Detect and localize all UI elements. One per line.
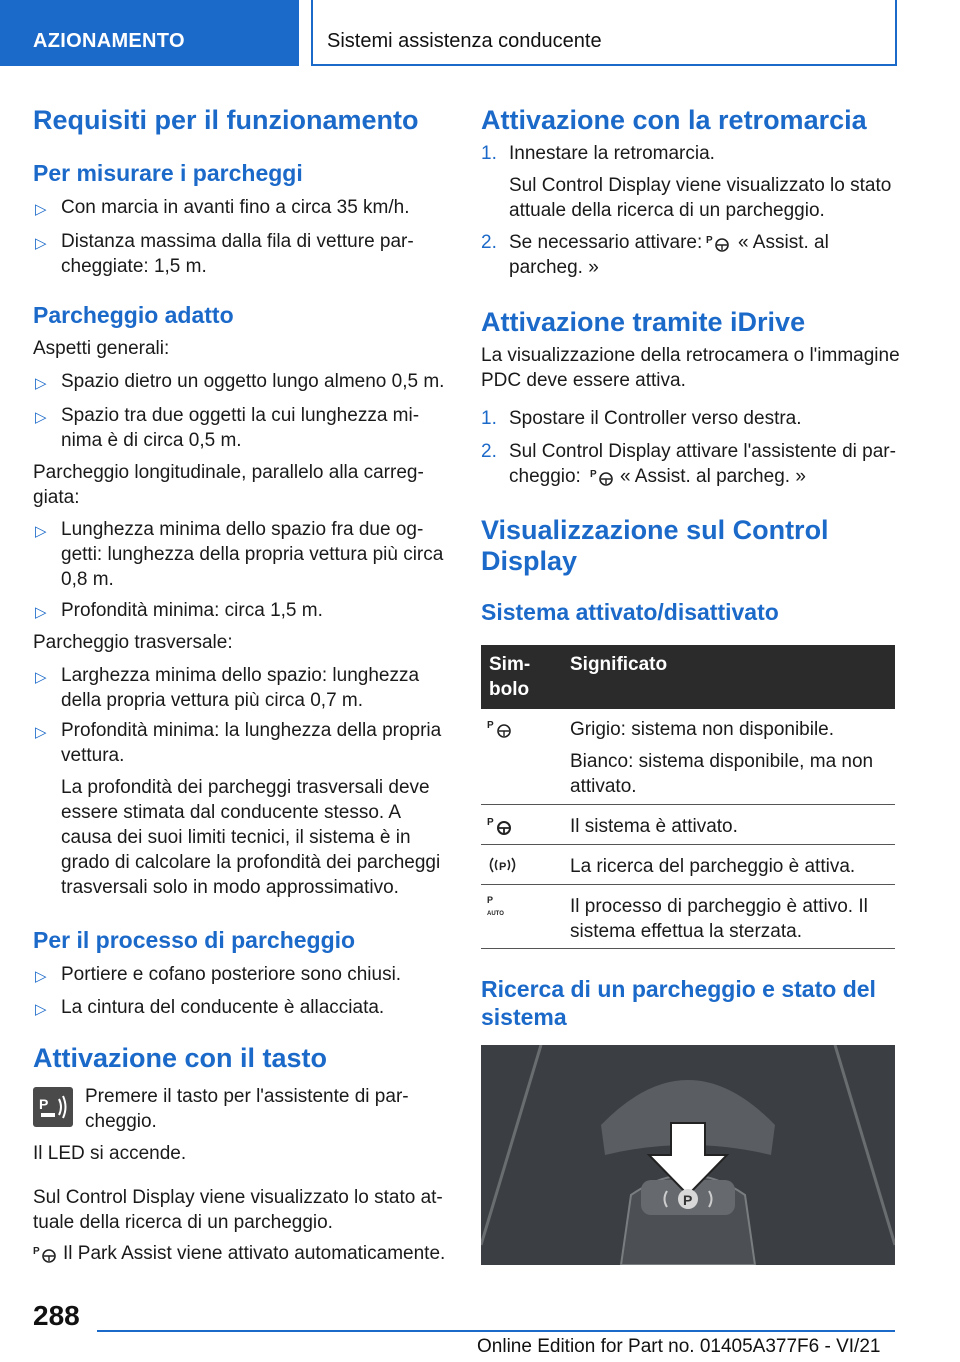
heading-tasto: Attivazione con il tasto	[33, 1043, 328, 1073]
svg-text:P: P	[487, 895, 494, 905]
table-divider	[481, 844, 895, 845]
chapter-header	[311, 0, 897, 66]
list-item: Spazio tra due oggetti la cui lunghezza mi-	[61, 405, 420, 426]
list-item-cont: della propria vettura più circa 0,7 m.	[61, 690, 364, 711]
svg-text:P: P	[499, 861, 507, 873]
svg-text:P: P	[706, 235, 713, 246]
bullet-icon: ▷	[35, 375, 47, 392]
list-item: La cintura del conducente è allacciata.	[61, 997, 385, 1018]
text-longitudinale-cont: giata:	[33, 487, 80, 508]
list-item: Larghezza minima dello spazio: lunghezza	[61, 665, 420, 686]
svg-text:P: P	[487, 720, 494, 731]
note-line: grado di calcolare la profondità dei parcheggi	[61, 852, 441, 873]
park-assist-icon	[487, 718, 513, 745]
note-line: causa dei suoi limiti tecnici, il sistema è in	[61, 827, 411, 848]
list-item: Con marcia in avanti fino a circa 35 km/h.	[61, 197, 410, 218]
step-text: Sul Control Display attivare l'assistente di par-	[509, 441, 896, 462]
bullet-icon: ▷	[35, 235, 47, 252]
heading-requisiti: Requisiti per il funzionamento	[33, 105, 419, 135]
bullet-icon: ▷	[35, 523, 47, 540]
bullet-icon: ▷	[35, 669, 47, 686]
heading-misurare: Per misurare i parcheggi	[33, 160, 303, 186]
bullet-icon: ▷	[35, 968, 47, 985]
page-number: 288	[33, 1300, 80, 1331]
section-tab	[0, 0, 299, 66]
step-text-menu: « Assist. al	[738, 232, 829, 253]
step-number: 1.	[481, 408, 497, 429]
table-header-col1: Sim-	[489, 654, 531, 675]
heading-visualizzazione-cont: Display	[481, 546, 578, 576]
text-longitudinale: Parcheggio longitudinale, parallelo alla carreg-	[33, 462, 424, 483]
step-text-cont: cheggio:	[509, 466, 581, 487]
edition-text: Online Edition for Part no. 01405A377F6 - VI/21	[477, 1336, 881, 1357]
heading-visualizzazione: Visualizzazione sul Control	[481, 515, 829, 545]
note-line: essere stimata dal conducente stesso. A	[61, 802, 402, 823]
table-cell: Bianco: sistema disponibile, ma non	[570, 751, 874, 772]
park-assist-icon	[590, 467, 614, 492]
list-item-cont: 0,8 m.	[61, 569, 114, 590]
heading-sistema: Sistema attivato/disattivato	[481, 599, 779, 625]
list-item: Spazio dietro un oggetto lungo almeno 0,5 m.	[61, 371, 445, 392]
list-item: Profondità minima: la lunghezza della propria	[61, 720, 442, 741]
step-number: 1.	[481, 143, 497, 164]
tasto-text-cont: cheggio.	[85, 1111, 157, 1132]
list-item: Portiere e cofano posteriore sono chiusi.	[61, 964, 402, 985]
note-line: La profondità dei parcheggi trasversali deve	[61, 777, 430, 798]
bullet-icon: ▷	[35, 409, 47, 426]
table-divider	[481, 948, 895, 949]
parking-search-icon	[487, 854, 517, 881]
table-cell: attivato.	[570, 776, 637, 797]
parking-search-illustration	[481, 1045, 895, 1265]
list-item-cont: nima è di circa 0,5 m.	[61, 430, 242, 451]
chapter-title: Sistemi assistenza conducente	[327, 30, 602, 52]
park-auto-icon	[487, 894, 513, 923]
table-header-col1-cont: bolo	[489, 679, 530, 700]
idrive-text: La visualizzazione della retrocamera o l'immagine	[481, 345, 900, 366]
svg-text:P: P	[487, 817, 494, 828]
table-cell: Il sistema è attivato.	[570, 816, 738, 837]
step-sub: attuale della ricerca di un parcheggio.	[509, 200, 825, 221]
section-title: AZIONAMENTO	[33, 30, 185, 52]
heading-ricerca-cont: sistema	[481, 1004, 567, 1030]
text-aspetti: Aspetti generali:	[33, 338, 170, 359]
svg-text:P: P	[33, 1246, 40, 1257]
list-item-cont: getti: lunghezza della propria vettura più circa	[61, 544, 444, 565]
table-header-col2: Significato	[570, 654, 668, 675]
footer-divider	[97, 1330, 895, 1332]
bullet-icon: ▷	[35, 604, 47, 621]
tasto-text: Premere il tasto per l'assistente di par-	[85, 1086, 409, 1107]
step-sub: Sul Control Display viene visualizzato lo stato	[509, 175, 892, 196]
list-item-cont: vettura.	[61, 745, 125, 766]
table-cell: Il processo di parcheggio è attivo. Il	[570, 896, 868, 917]
note-line: trasversali solo in modo approssimativo.	[61, 877, 399, 898]
step-text-menu: « Assist. al parcheg. »	[620, 466, 806, 487]
bullet-icon: ▷	[35, 724, 47, 741]
bullet-icon: ▷	[35, 201, 47, 218]
bullet-icon: ▷	[35, 1001, 47, 1018]
svg-text:P: P	[683, 1192, 693, 1208]
heading-idrive: Attivazione tramite iDrive	[481, 307, 806, 337]
table-divider	[481, 884, 895, 885]
table-cell: Grigio: sistema non disponibile.	[570, 719, 835, 740]
svg-text:P: P	[590, 469, 597, 480]
list-item: Distanza massima dalla fila di vetture par-	[61, 231, 414, 252]
step-text: Spostare il Controller verso destra.	[509, 408, 802, 429]
table-cell: sistema effettua la sterzata.	[570, 921, 802, 942]
step-text-cont: parcheg. »	[509, 257, 599, 278]
heading-adatto: Parcheggio adatto	[33, 302, 234, 328]
table-header	[481, 645, 895, 709]
step-number: 2.	[481, 441, 497, 462]
heading-retromarcia: Attivazione con la retromarcia	[481, 105, 867, 135]
heading-processo: Per il processo di parcheggio	[33, 927, 356, 953]
park-assist-icon	[706, 233, 730, 258]
step-text: Se necessario attivare:	[509, 232, 703, 253]
led-text: Il LED si accende.	[33, 1143, 187, 1164]
idrive-text-cont: PDC deve essere attiva.	[481, 370, 686, 391]
list-item: Lunghezza minima dello spazio fra due og-	[61, 519, 424, 540]
list-item: Profondità minima: circa 1,5 m.	[61, 600, 323, 621]
park-assist-button-icon	[33, 1087, 73, 1127]
auto-text: Il Park Assist viene attivato automaticamente.	[63, 1243, 446, 1264]
table-cell: La ricerca del parcheggio è attiva.	[570, 856, 856, 877]
svg-text:P: P	[39, 1096, 49, 1112]
step-text: Innestare la retromarcia.	[509, 143, 715, 164]
display-text-cont: tuale della ricerca di un parcheggio.	[33, 1212, 333, 1233]
list-item-cont: cheggiate: 1,5 m.	[61, 256, 207, 277]
heading-ricerca: Ricerca di un parcheggio e stato del	[481, 976, 876, 1002]
text-trasversale: Parcheggio trasversale:	[33, 632, 233, 653]
svg-text:AUTO: AUTO	[487, 911, 504, 917]
table-divider	[481, 804, 895, 805]
park-assist-active-icon	[487, 815, 513, 842]
display-text: Sul Control Display viene visualizzato lo stato at-	[33, 1187, 443, 1208]
step-number: 2.	[481, 232, 497, 253]
park-assist-icon	[33, 1244, 57, 1269]
